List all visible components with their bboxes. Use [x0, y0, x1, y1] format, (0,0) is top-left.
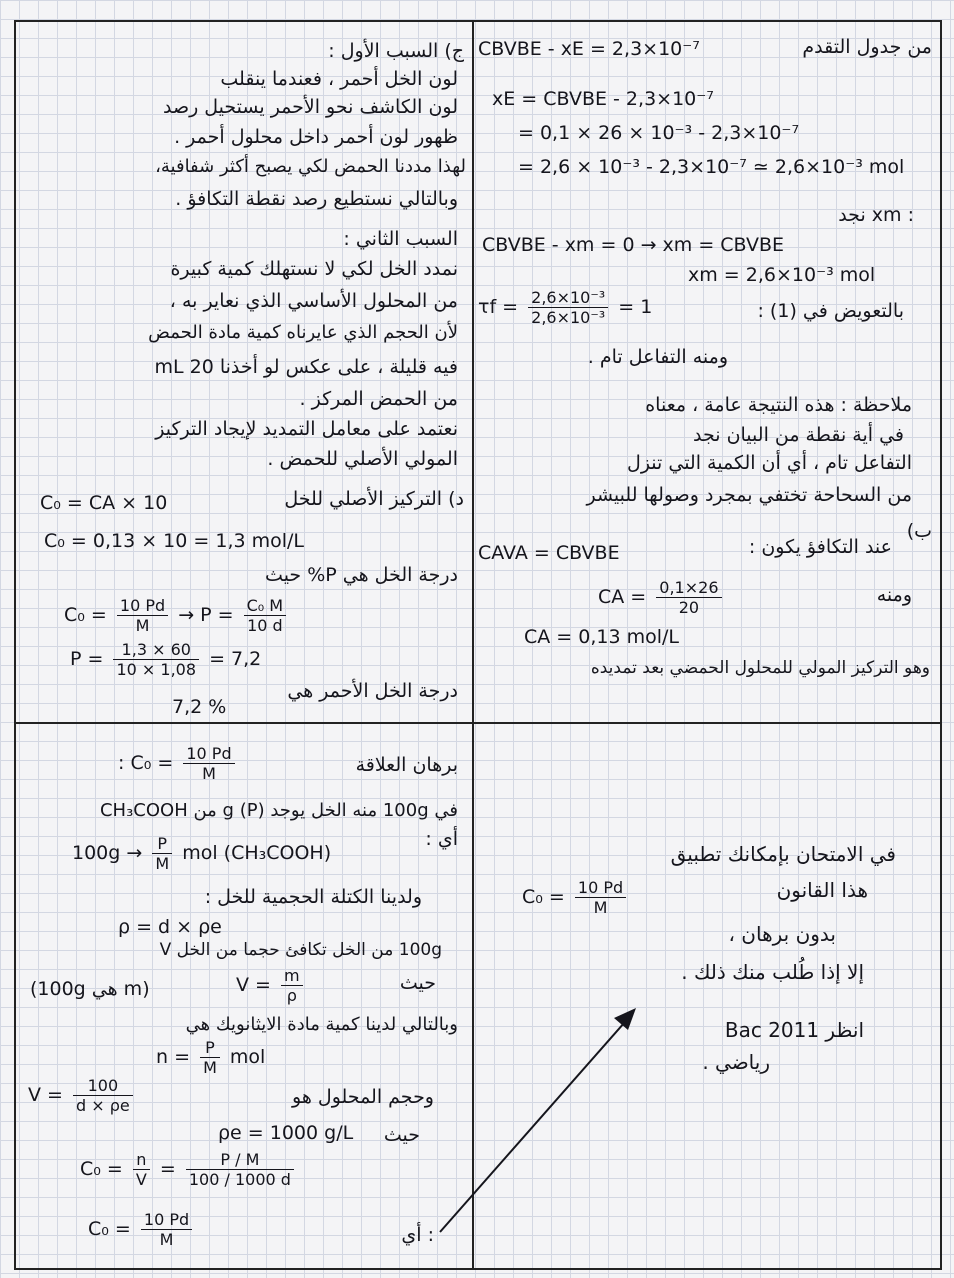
ca-value: CA = 0,13 mol/L [524, 626, 680, 648]
density-equation: ρ = d × ρe [118, 916, 222, 938]
part-b-label: ب) [906, 520, 932, 542]
c0-equation-1: C₀ = CA × 10 [40, 492, 168, 514]
exam-note-line-3: بدون برهان ، [728, 922, 836, 946]
reason-two-line-4: فيه قليلة ، على عكس لو أخذنا 20 mL [154, 356, 458, 378]
p-arrow: → P = [178, 604, 234, 626]
note-line-3: التفاعل تام ، أي أن الكمية التي تنزل [627, 452, 912, 474]
xm-line-1: CBVBE - xm = 0 → xm = CBVBE [482, 234, 785, 256]
arrow-head [614, 1008, 636, 1030]
ca-label: ومنه [876, 584, 912, 606]
v-numerator: m [281, 966, 303, 986]
equivalence-text: عند التكافؤ يكون : [748, 536, 892, 558]
law-lhs: C₀ = [522, 886, 565, 908]
xe-heading: من جدول التقدم [802, 36, 932, 58]
proof-c0-denominator: M [202, 764, 216, 783]
p-calc-lhs: P = [70, 648, 104, 670]
proof-line-4: 100g من الخل تكافئ حجما من الخل V [159, 940, 442, 960]
n-denominator: M [203, 1058, 217, 1077]
reason-two-line-3: لأن الحجم الذي عايرناه كمية مادة الحمض [148, 322, 458, 343]
v-denominator: ρ [286, 986, 297, 1005]
law-denominator: M [593, 898, 608, 917]
exam-note-line-6: رياضي . [702, 1050, 770, 1074]
xe-line-1: CBVBE - xE = 2,3×10⁻⁷ [478, 38, 700, 60]
reason-two-line-2: من المحلول الأساسي الذي نعاير به ، [169, 290, 458, 312]
ca-denominator: 20 [678, 598, 700, 617]
c0-equation-2: C₀ = 0,13 × 10 = 1,3 mol/L [44, 530, 305, 552]
c0n-numerator: n [133, 1150, 150, 1170]
tf-rhs: = 1 [618, 296, 653, 318]
proof-line-3: ولدينا الكتلة الحجمية للخل : [204, 886, 422, 908]
ca-lhs: CA = [598, 586, 647, 608]
reason-two-line-6: نعتمد على معامل التمديد لإيجاد التركيز [155, 418, 458, 440]
p-denominator: 10 d [247, 616, 283, 635]
xm-heading: : xm نجد [838, 204, 914, 226]
red-vinegar-degree-value: 7,2 % [172, 696, 227, 718]
n-numerator: P [200, 1038, 220, 1058]
c0n-denominator: V [135, 1170, 147, 1189]
exam-note-line-2: هذا القانون [776, 878, 868, 902]
note-line-4: من السحاحة تختفي بمجرد وصولها للبيشر [586, 484, 912, 506]
tf-label: بالتعويض في (1) : [757, 300, 904, 322]
proof-c0-numerator: 10 Pd [183, 744, 234, 764]
p-calc-numerator: 1,3 × 60 [113, 640, 199, 660]
ca-conclusion: وهو التركيز المولي للمحلول الحمضي بعد تمديده [590, 658, 930, 678]
mol-numerator: P [152, 834, 172, 854]
final-c0-numerator: 10 Pd [141, 1210, 192, 1230]
tf-numerator: 2,6×10⁻³ [528, 288, 608, 308]
vol-numerator: 100 [73, 1076, 133, 1096]
proof-line-7: وحجم المحلول هو [292, 1086, 434, 1108]
proof-line-6: وبالتالي لدينا كمية مادة الايثانويك هي [185, 1014, 458, 1035]
tf-lhs: τf = [478, 296, 519, 318]
water-density: ρe = 1000 g/L [218, 1122, 354, 1144]
final-c0-denominator: M [159, 1230, 174, 1249]
c0-formula-lhs: C₀ = [64, 604, 107, 626]
note-line-2: في أية نقطة من البيان نجد [693, 424, 904, 446]
xe-line-3: = 0,1 × 26 × 10⁻³ - 2,3×10⁻⁷ [518, 122, 800, 144]
reason-one-line-3: ظهور لون أحمر داخل محلول أحمر . [174, 126, 458, 148]
exam-note-line-4: إلا إذا طُلب منك ذلك . [681, 960, 864, 984]
reason-one-line-4: لهذا مددنا الحمض لكي يصبح أكثر شفافية، [155, 156, 466, 177]
vinegar-degree-text: درجة الخل هي P% حيث [265, 564, 458, 586]
v-lhs: V = [236, 974, 271, 996]
proof-line-1: في 100g منه الخل يوجد (P) g من CH₃COOH [99, 800, 458, 821]
xe-line-4: = 2,6 × 10⁻³ - 2,3×10⁻⁷ ≃ 2,6×10⁻³ mol [518, 156, 905, 178]
n-lhs: n = [156, 1046, 191, 1068]
reason-one-line-1: لون الخل أحمر ، فعندما ينقلب [220, 68, 458, 90]
reason-one-title: ج) السبب الأول : [328, 40, 464, 62]
c0-formula-numerator: 10 Pd [117, 596, 168, 616]
c0n-big-denominator: 100 / 1000 d [188, 1170, 291, 1189]
mol-lhs: 100g → [72, 842, 143, 864]
xm-line-2: xm = 2,6×10⁻³ mol [688, 264, 876, 286]
mol-denominator: M [155, 854, 170, 873]
reason-two-line-5: من الحمض المركز . [299, 388, 458, 410]
proof-title: برهان العلاقة [355, 754, 458, 776]
tf-denominator: 2,6×10⁻³ [531, 308, 606, 327]
reaction-complete: ومنه التفاعل تام . [587, 346, 728, 368]
p-numerator: C₀ M [244, 596, 286, 616]
n-rhs: mol [229, 1046, 266, 1068]
c0n-big-numerator: P / M [186, 1150, 294, 1170]
vol-lhs: V = [28, 1084, 63, 1106]
original-concentration-title: د) التركيز الأصلي للخل [284, 488, 464, 510]
note-line-1: ملاحظة : هذه النتيجة عامة ، معناه [645, 394, 912, 416]
p-calc-denominator: 10 × 1,08 [116, 660, 197, 679]
final-c0-lhs: C₀ = [88, 1218, 131, 1240]
reason-one-line-5: وبالتالي نستطيع رصد نقطة التكافؤ . [175, 188, 458, 210]
exam-note-line-5: انظر Bac 2011 [724, 1018, 864, 1042]
reason-one-line-2: لون الكاشف نحو الأحمر يستحيل رصد [162, 96, 458, 118]
ca-numerator: 0,1×26 [656, 578, 721, 598]
xe-line-2: xE = CBVBE - 2,3×10⁻⁷ [492, 88, 714, 110]
reason-two-line-7: المولي الأصلي للحمض . [267, 448, 458, 470]
equivalence-equation: CAVA = CBVBE [478, 542, 620, 564]
proof-line-5a: حيث [399, 972, 436, 994]
exam-note-line-1: في الامتحان بإمكانك تطبيق [670, 842, 896, 866]
c0-formula-denominator: M [135, 616, 150, 635]
c0n-equals: = [159, 1158, 176, 1180]
proof-c0-lhs: : C₀ = [118, 752, 174, 774]
proof-line-2: أي : [425, 828, 458, 850]
red-vinegar-degree-text: درجة الخل الأحمر هي [287, 680, 458, 702]
vol-denominator: d × ρe [76, 1096, 130, 1115]
reason-two-line-1: نمدد الخل لكي لا نستهلك كمية كبيرة [170, 258, 458, 280]
law-numerator: 10 Pd [575, 878, 626, 898]
c0n-lhs: C₀ = [80, 1158, 123, 1180]
reason-two-title: السبب الثاني : [343, 228, 458, 250]
arrow-shaft [440, 1014, 632, 1232]
proof-line-5b: (100g هي m) [30, 978, 150, 1000]
proof-line-8: حيث [383, 1124, 420, 1146]
mol-rhs: mol (CH₃COOH) [182, 842, 332, 864]
ai-label: : أي [401, 1224, 434, 1246]
p-calc-rhs: = 7,2 [209, 648, 262, 670]
